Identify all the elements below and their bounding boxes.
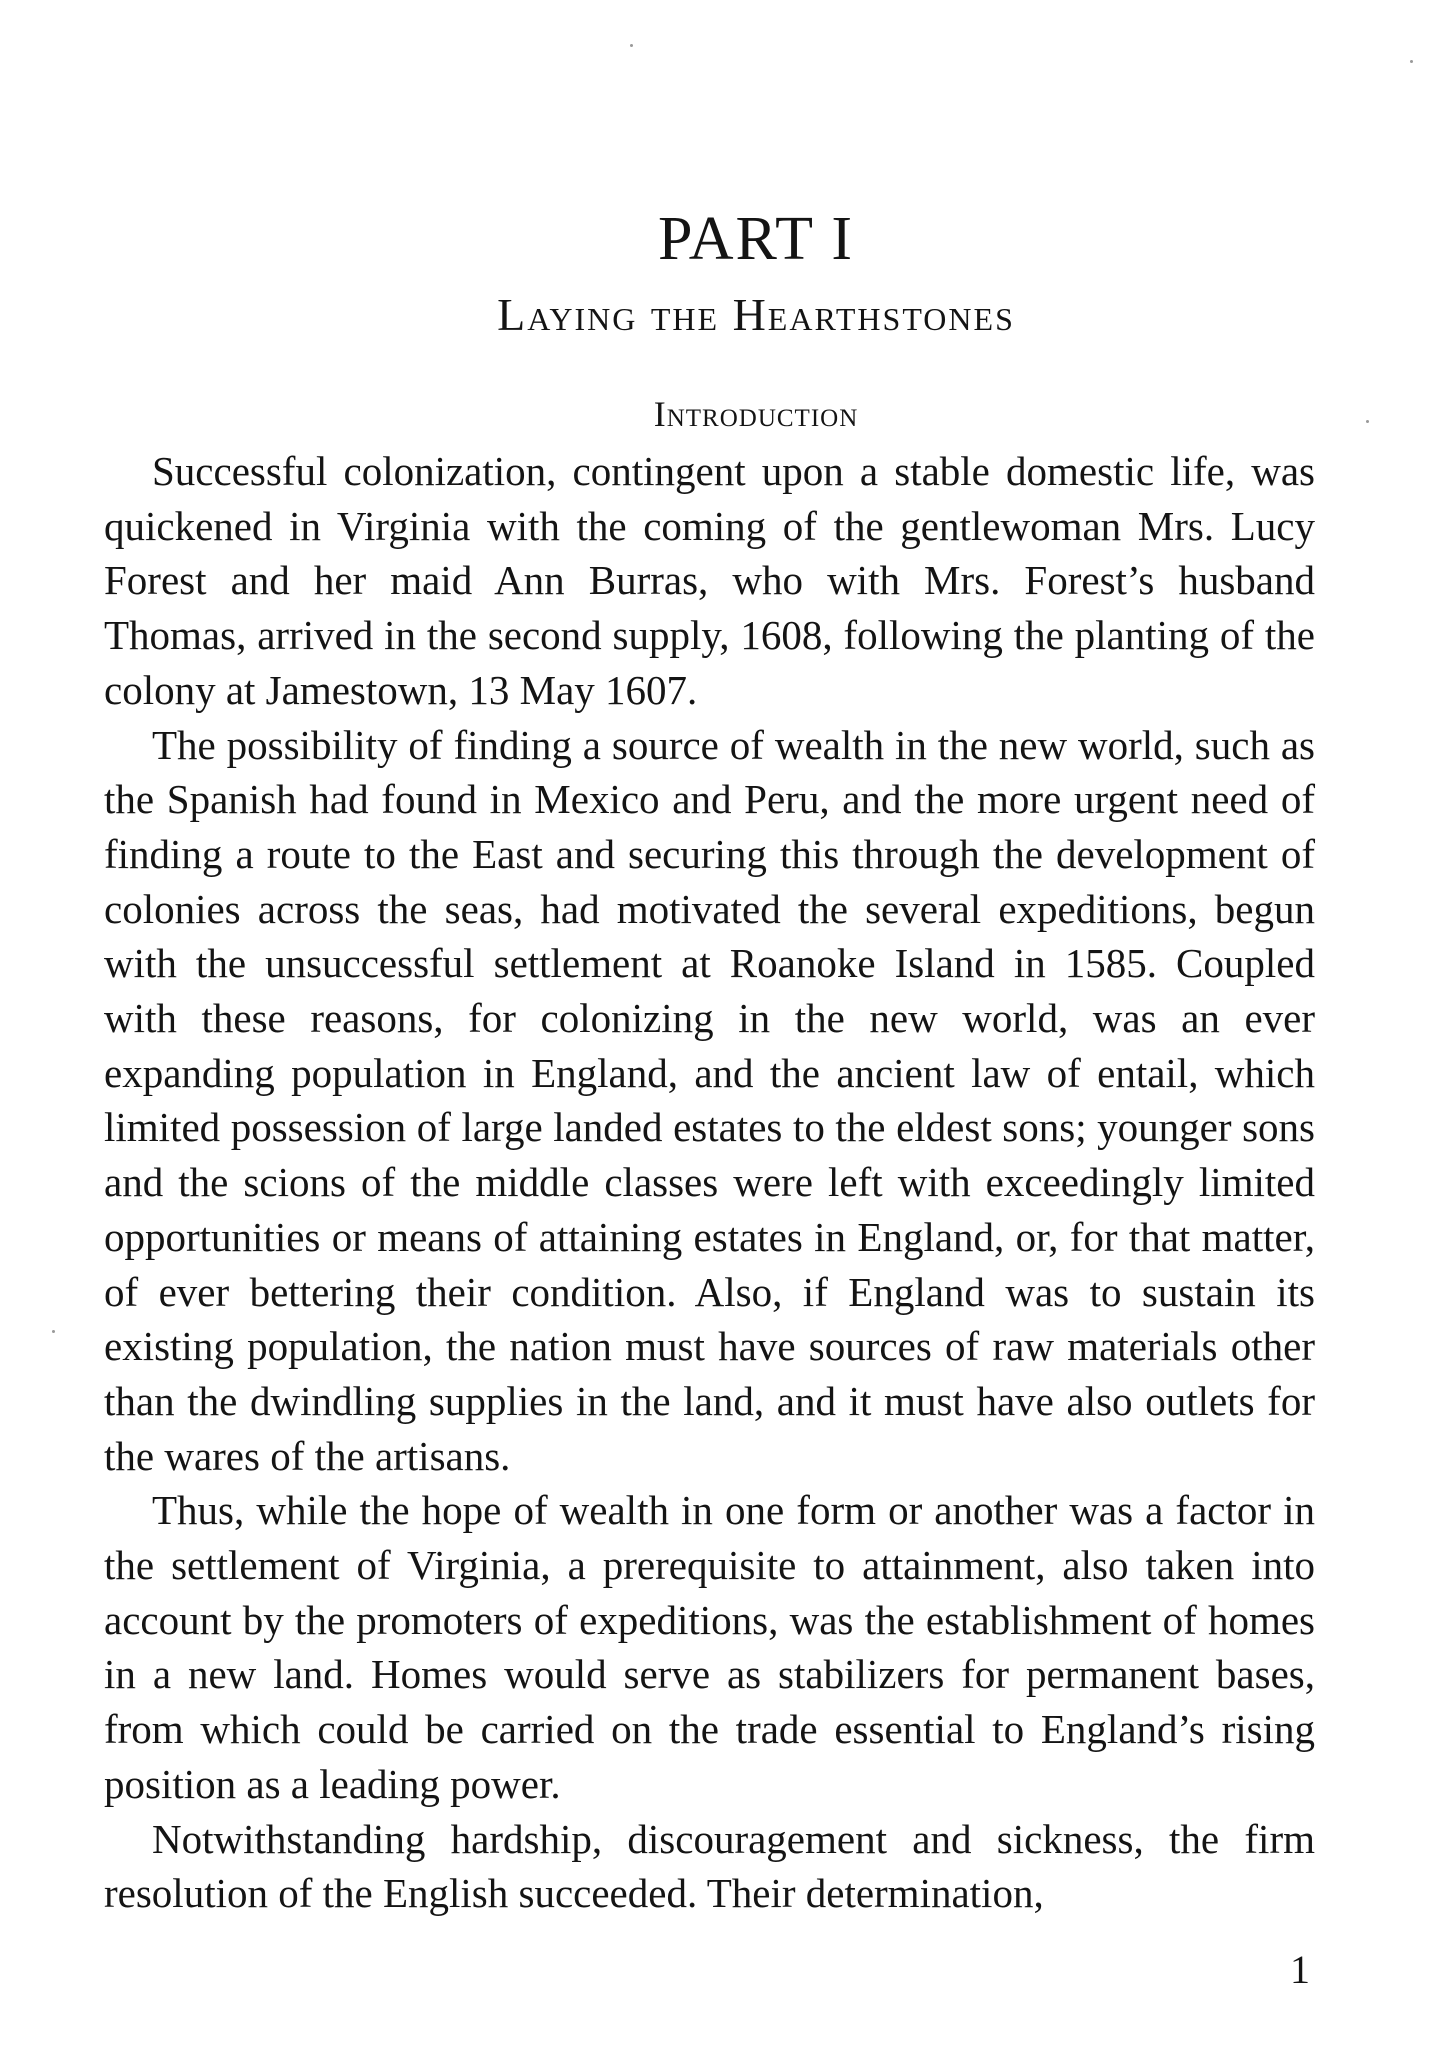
paper-speck — [52, 1330, 55, 1333]
paper-speck — [630, 44, 633, 47]
part-title: PART I — [657, 205, 855, 273]
section-heading: Introduction — [653, 394, 859, 434]
page-number: 1 — [1290, 1947, 1310, 1992]
paragraph: Thus, while the hope of wealth in one form or another was a factor in the settlement of Virginia, a prerequisite to attainment, also taken into account by the promoters of expeditions, was the establishment of homes in a new land. Homes would serve as stabilizers for permanent bases, from which could be carried on the trade essential to England’s rising position as a leading power. — [104, 1487, 1315, 1807]
paragraph: The possibility of finding a source of wealth in the new world, such as the Spanish had found in Mexico and Peru, and the more urgent need of finding a route to the East and securing this through the development of colonies across the seas, had motivated the several expeditions, begun with the unsuccessful settlement at Roanoke Island in 1585. Coupled with these reasons, for colonizing in the new world, was an ever expanding population in England, and the ancient law of entail, which limited possession of large landed estates to the eldest sons; younger sons and the scions of the middle classes were left with exceedingly limited opportunities or means of attaining estates in England, or, for that matter, of ever bettering their condition. Also, if England was to sustain its existing population, the nation must have sources of raw materials other than the dwindling supplies in the land, and it must have also outlets for the wares of the artisans. — [104, 721, 1315, 1479]
paragraph: Successful colonization, contingent upon a stable domestic life, was quickened in Virginia with the coming of the gentlewoman Mrs. Lucy Forest and her maid Ann Burras, who with Mrs. Forest’s husband Thomas, arrived in the second supply, 1608, following the planting of the colony at Jamestown, 13 May 1607. — [104, 448, 1315, 713]
part-subtitle: Laying the Hearthstones — [497, 289, 1015, 340]
paragraph: Notwithstanding hardship, discouragement and sickness, the firm resolution of the English succeeded. Their determination, — [104, 1815, 1315, 1917]
body-text — [104, 444, 1315, 1921]
paper-speck — [1410, 60, 1413, 63]
